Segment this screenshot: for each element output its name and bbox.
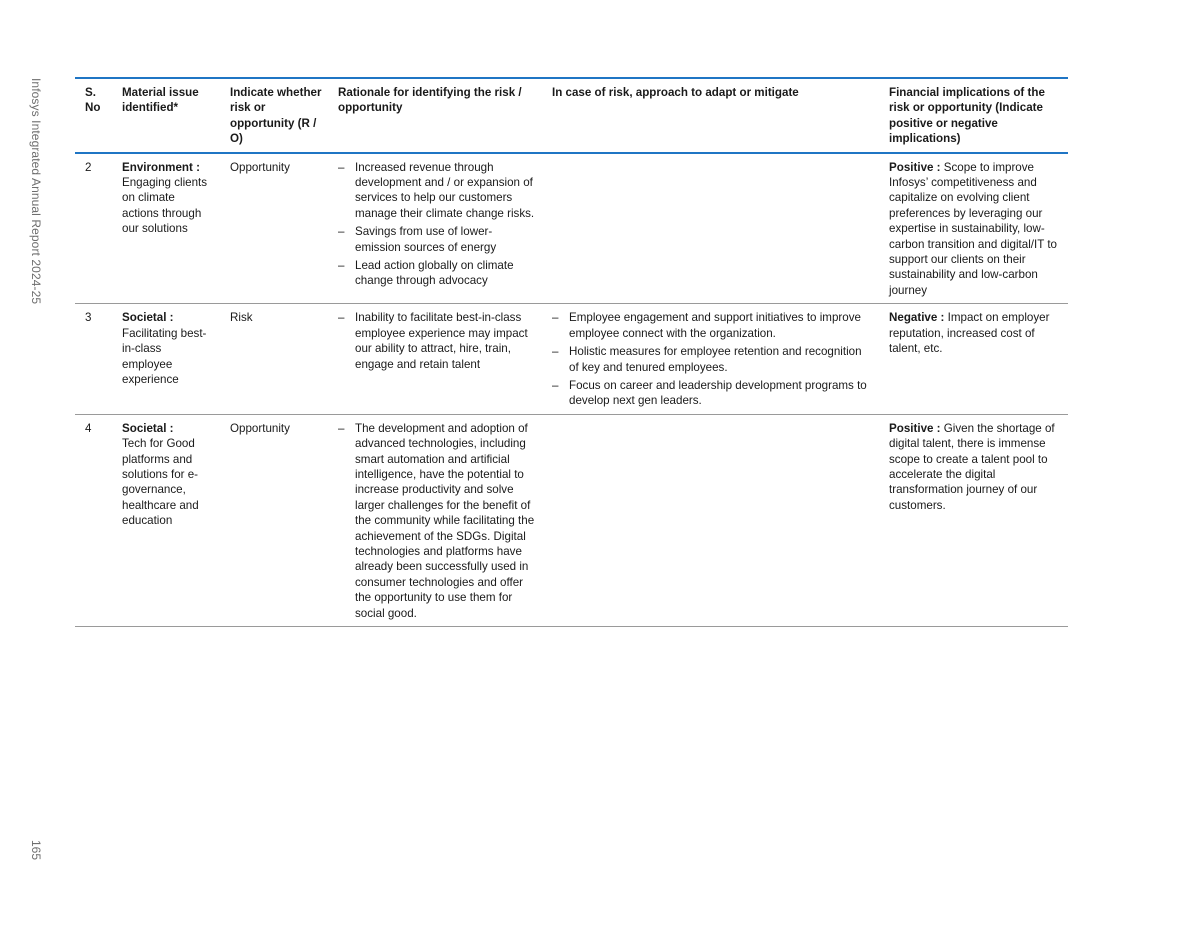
financial-text: Impact on employer reputation, increased cost of talent, etc. <box>889 311 1050 356</box>
financial-text: Given the shortage of digital talent, there is immense scope to create a talent pool to accelerate the digital transformation journey of our customers. <box>889 421 1055 512</box>
sno-cell: 4 <box>85 421 92 435</box>
table-row <box>75 304 1068 414</box>
header-rationale: Rationale for identifying the risk / opportunity <box>338 86 522 115</box>
financial-cell <box>879 153 1068 304</box>
approach-cell <box>542 153 879 304</box>
issue-category: Societal : <box>122 311 174 325</box>
approach-cell <box>542 414 879 626</box>
header-sno: S. No <box>85 86 101 115</box>
rationale-item: – Savings from use of lower-emission sources of energy <box>338 224 536 255</box>
financial-cell <box>879 414 1068 626</box>
rationale-item: – Increased revenue through development and / or expansion of services to help our customers manage their climate change risks. <box>338 160 536 222</box>
financial-label: Negative : <box>889 311 945 325</box>
type-cell: Risk <box>230 311 253 325</box>
rationale-item: – Inability to facilitate best-in-class employee experience may impact our ability to attract, hire, train, engage and retain talent <box>338 310 536 372</box>
type-cell: Opportunity <box>230 160 290 174</box>
financial-text: Scope to improve Infosys’ competitiveness and capitalize on evolving client preferences by leveraging our expertise in sustainability, low-carbon transition and digital/IT to support our clients on their sustainability and low-carbon journey <box>889 160 1057 297</box>
financial-label: Positive : <box>889 421 941 435</box>
header-risk-or-opportunity: Indicate whether risk or opportunity (R / O) <box>230 86 322 146</box>
header-approach: In case of risk, approach to adapt or mitigate <box>552 86 799 99</box>
issue-category: Societal : <box>122 421 174 435</box>
issue-text: Tech for Good platforms and solutions for e-governance, healthcare and education <box>122 437 199 528</box>
type-cell: Opportunity <box>230 421 290 435</box>
financial-cell <box>879 304 1068 414</box>
approach-item: – Holistic measures for employee retention and recognition of key and tenured employees. <box>552 344 873 375</box>
table-header-row <box>75 78 1068 153</box>
sno-cell: 3 <box>85 311 92 325</box>
report-title-vertical: Infosys Integrated Annual Report 2024-25 <box>29 78 43 305</box>
rationale-cell <box>328 153 542 304</box>
page-number: 165 <box>29 840 43 861</box>
material-issues-table <box>75 77 1068 627</box>
header-material-issue: Material issue identified* <box>122 86 199 115</box>
financial-label: Positive : <box>889 160 941 174</box>
table-row <box>75 153 1068 304</box>
issue-text: Engaging clients on climate actions through our solutions <box>122 176 208 236</box>
material-issue-cell <box>112 304 220 414</box>
rationale-item: – Lead action globally on climate change through advocacy <box>338 258 536 289</box>
approach-item: – Employee engagement and support initiatives to improve employee connect with the organization. <box>552 310 873 341</box>
rationale-item: – The development and adoption of advanced technologies, including smart automation and artificial intelligence, have the potential to increase productivity and solve larger challenges for the benefit of the community while facilitating the achievement of the SDGs. Digital technologies and platforms have already been successfully used in consumer technologies and offer the opportunity to use them for social good. <box>338 421 536 621</box>
approach-item: – Focus on career and leadership development programs to develop next gen leaders. <box>552 378 873 409</box>
sno-cell: 2 <box>85 160 92 174</box>
header-financial-implications: Financial implications of the risk or opportunity (Indicate positive or negative implications) <box>889 86 1045 146</box>
issue-category: Environment : <box>122 160 200 174</box>
approach-cell <box>542 304 879 414</box>
rationale-cell <box>328 414 542 626</box>
material-issue-cell <box>112 153 220 304</box>
issue-text: Facilitating best-in-class employee experience <box>122 326 207 386</box>
material-issue-cell <box>112 414 220 626</box>
table-row <box>75 414 1068 626</box>
rationale-cell <box>328 304 542 414</box>
